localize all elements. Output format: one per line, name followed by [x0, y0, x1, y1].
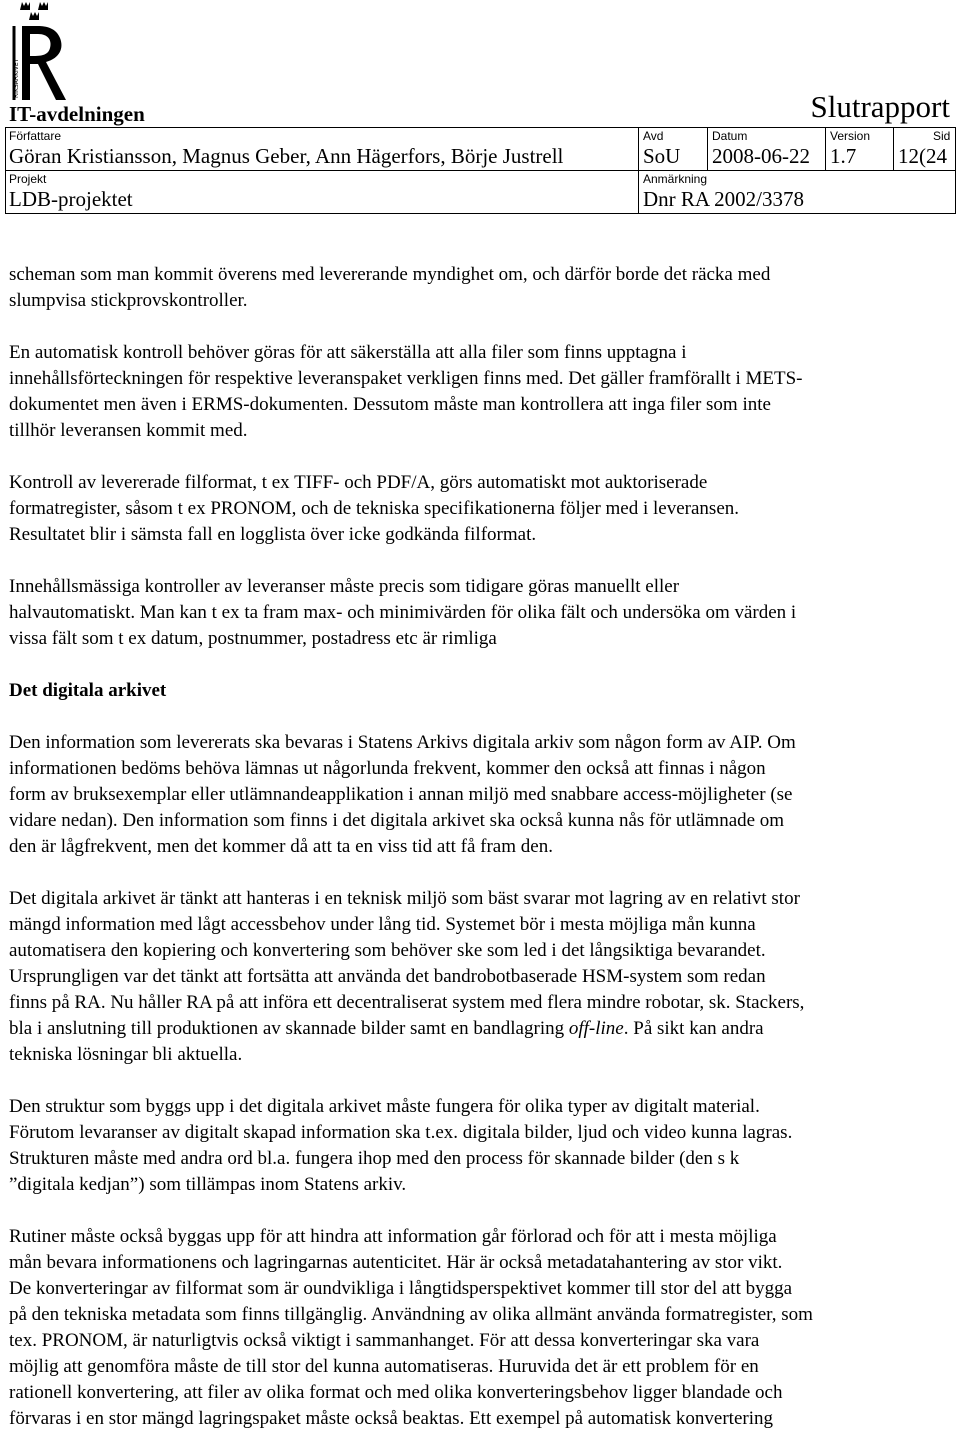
header-divider-page	[893, 127, 894, 170]
svg-text:RIKSARKIVET: RIKSARKIVET	[13, 58, 20, 98]
paragraph: En automatisk kontroll behöver göras för att säkerställa att alla filer som finns upptagna i innehållsförteckningen för respektive leveranspaket verkligen finns med. Det gäller framförallt i METS- dokumentet men även i ERMS-dokumenten. Dessutom måste man kontrollera att inga filer som inte tillhör leveransen kommit med.	[9, 342, 803, 441]
version-value: 1.7	[830, 144, 857, 168]
paragraph: Det digitala arkivet är tänkt att hanteras i en teknisk miljö som bäst svarar mot lagring av en relativt stor mängd information med lågt accessbehov under lång tid. Systemet bör i mesta möjliga mån kunna automatisera den kopiering och konvertering som behöver ske som led i det långsiktiga bevarandet. Ursprungligen var det tänkt att fortsätta att använda det bandrobotbaserade HSM-system som redan finns på RA. Nu håller RA på att införa ett decentraliserat system med flera mindre robotar, sk. Stackers, bla i anslutning till produktionen av skannade bilder samt en bandlagring off-line. På sikt kan andra tekniska lösningar bli aktuella.	[9, 888, 805, 1065]
paragraph: Den information som levererats ska bevaras i Statens Arkivs digitala arkiv som någon form av AIP. Om informationen bedöms behöva lämnas ut någorlunda frekvent, kommer den också att finnas i någon form av bruksexemplar eller utlämnandeapplikation i annan miljö med snabbare access-möjligheter (se vidare nedan). Den information som finns i det digitala arkivet ska också kunna nås för utlämnade om den är lågfrekvent, men det kommer då att ta en viss tid att få fram den.	[9, 732, 796, 857]
page-label: Sid	[933, 129, 951, 143]
project-label: Projekt	[9, 172, 47, 186]
header-right-border	[955, 127, 956, 213]
header-middle-rule	[5, 170, 956, 171]
crowns-icon	[20, 2, 48, 20]
header-divider-dept	[638, 127, 639, 213]
author-label: Författare	[9, 129, 62, 143]
remark-value: Dnr RA 2002/3378	[643, 187, 805, 211]
header-bottom-rule	[5, 213, 956, 214]
header-top-rule	[5, 127, 956, 128]
project-value: LDB-projektet	[9, 187, 133, 211]
header-divider-date	[707, 127, 708, 170]
date-label: Datum	[712, 129, 748, 143]
header-left-border	[5, 127, 6, 213]
date-value: 2008-06-22	[712, 144, 810, 168]
department-name: IT-avdelningen	[9, 102, 145, 126]
paragraph: Kontroll av levererade filformat, t ex TIFF- och PDF/A, görs automatiskt mot auktoriserade formatregister, såsom t ex PRONOM, och de tekniska specifikationerna följer med i leveransen. Resultatet blir i sämsta fall en logglista över icke godkända filformat.	[9, 472, 739, 545]
document-body	[9, 262, 957, 1432]
paragraph: Innehållsmässiga kontroller av leveranser måste precis som tidigare göras manuellt eller halvautomatiskt. Man kan t ex ta fram max- och minimivärden för olika fält och undersöka om värden i vissa fält som t ex datum, postnummer, postadress etc är rimliga	[9, 576, 797, 649]
remark-label: Anmärkning	[643, 172, 708, 186]
paragraph: scheman som man kommit överens med levererande myndighet om, och därför borde det räcka med slumpvisa stickprovskontroller.	[9, 264, 771, 311]
section-heading: Det digitala arkivet	[9, 680, 167, 701]
document-title: Slutrapport	[810, 89, 950, 124]
page-value: 12(24	[898, 144, 947, 168]
header-divider-version	[825, 127, 826, 170]
dept-value: SoU	[643, 144, 681, 168]
paragraph: Den struktur som byggs upp i det digitala arkivet måste fungera för olika typer av digitalt material. Förutom levaranser av digitalt skapad information ska t.ex. digitala bilder, ljud och video kunna lagras. Strukturen måste med andra ord bl.a. fungera ihop med den process för skannade bilder (den s k ”digitala kedjan”) som tillämpas inom Statens arkiv.	[9, 1096, 793, 1195]
author-value: Göran Kristiansson, Magnus Geber, Ann Hägerfors, Börje Justrell	[9, 144, 564, 168]
version-label: Version	[830, 129, 871, 143]
dept-label: Avd	[643, 129, 664, 143]
paragraph: Rutiner måste också byggas upp för att hindra att information går förlorad och för att i mesta möjliga mån bevara informationens och lagringarnas autenticitet. Här är också metadatahantering av stor vikt. De konverteringar av filformat som är oundvikliga i långtidsperspektivet kommer till stor del att bygga på den tekniska metadata som finns tillgänglig. Användning av olika allmänt använda formatregister, som tex. PRONOM, är naturligtvis också viktigt i sammanhanget. För att dessa konverteringar ska vara möjlig att genomföra måste de till stor del kunna automatiseras. Huruvida det är ett problem för en rationell konvertering, att filer av olika format och med olika konverteringsbehov ligger blandade och förvaras i en stor mängd lagringspaket måste också beaktas. Ett exempel på automatisk konvertering	[9, 1226, 813, 1429]
riksarkivet-logo	[8, 0, 80, 104]
